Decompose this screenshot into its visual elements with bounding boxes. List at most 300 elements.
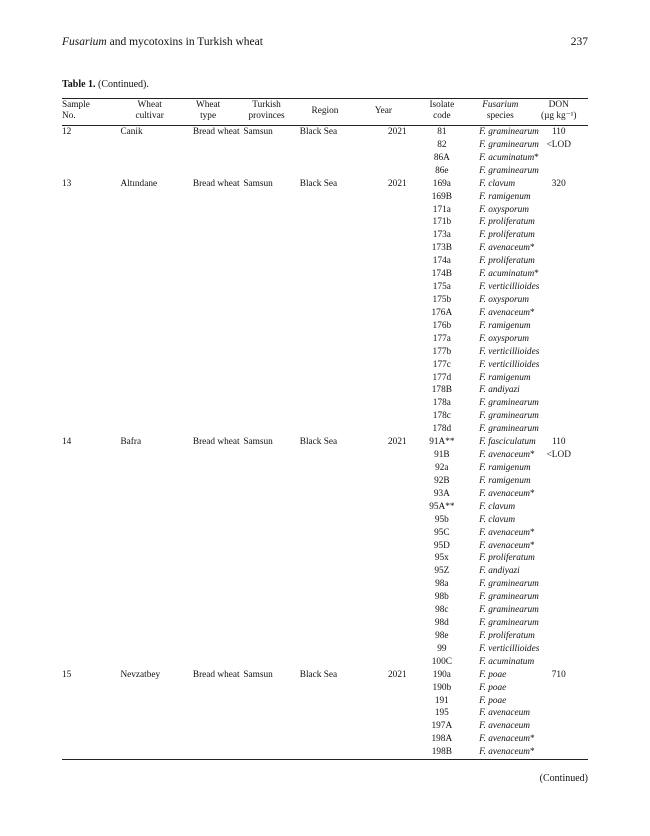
cell-isolate-code: 178B: [431, 385, 452, 396]
cell-isolate-code: 99: [437, 643, 447, 654]
species-genus: F.: [479, 243, 486, 254]
cell-region: [296, 746, 354, 759]
cell-region: Black Sea: [299, 127, 338, 137]
cell-wheat-type: [179, 397, 237, 410]
header-turkish-provinces: Turkish provinces: [237, 99, 295, 126]
species-epithet: proliferatum: [488, 217, 535, 228]
cell-province: [237, 733, 295, 746]
cell-isolate-code: 198B: [413, 746, 471, 759]
species-genus: F.: [479, 359, 486, 370]
cell-wheat-cultivar: [120, 359, 178, 372]
cell-wheat-cultivar: [120, 204, 178, 217]
cell-province: [237, 746, 295, 759]
cell-wheat-cultivar: [120, 514, 178, 527]
cell-wheat-cultivar: [120, 746, 178, 759]
cell-fusarium-species: [471, 436, 536, 449]
cell-wheat-cultivar: [120, 229, 178, 242]
header-isolate-code: Isolate code: [413, 99, 471, 126]
cell-province: Samsun: [243, 669, 273, 680]
table-row: [62, 475, 588, 488]
cell-wheat-cultivar: [120, 695, 178, 708]
species-epithet: graminearum: [488, 411, 539, 422]
table-row: [62, 242, 588, 255]
cell-wheat-type: [179, 501, 237, 514]
cell-province: Samsun: [243, 127, 273, 137]
cell-isolate-code: 171b: [432, 217, 452, 228]
running-title-genus: Fusarium: [62, 36, 107, 48]
cell-don: [530, 242, 589, 255]
table-row: [62, 410, 588, 423]
cell-wheat-type: [179, 540, 237, 553]
table-row: [62, 527, 588, 540]
cell-region: [296, 591, 354, 604]
cell-province: [237, 216, 295, 229]
cell-fusarium-species: [471, 204, 529, 217]
cell-region: [296, 423, 354, 436]
species-genus: F.: [479, 333, 486, 344]
cell-province: [237, 281, 295, 294]
table-caption: [62, 79, 149, 90]
cell-province: [237, 333, 295, 346]
species-epithet: avenaceum: [488, 540, 531, 551]
cell-sample-no: [62, 462, 120, 475]
cell-fusarium-species: [471, 139, 539, 152]
cell-sample-no: [62, 294, 120, 307]
cell-isolate-code: 81: [437, 127, 447, 137]
table-row: [62, 372, 588, 385]
cell-province: [237, 152, 295, 165]
species-epithet: graminearum: [488, 605, 539, 616]
cell-don: [530, 475, 589, 488]
species-genus: F.: [479, 320, 486, 331]
cell-sample-no: [62, 552, 120, 565]
cell-year: [354, 552, 412, 565]
table-row: [62, 255, 588, 268]
cell-year: [354, 746, 412, 759]
cell-province: [237, 139, 295, 152]
cell-fusarium-species: [471, 682, 529, 695]
cell-wheat-type: [179, 733, 237, 746]
cell-sample-no: [62, 630, 120, 643]
species-genus: F.: [479, 682, 486, 693]
species-epithet: proliferatum: [488, 256, 535, 267]
cell-wheat-cultivar: [120, 656, 178, 669]
cell-isolate-code: 190b: [432, 682, 452, 693]
table-row: [62, 359, 588, 372]
species-epithet: oxysporum: [488, 333, 529, 344]
cell-region: [296, 139, 354, 152]
table-row: [62, 139, 588, 152]
cell-wheat-type: [179, 229, 237, 242]
cell-year: [354, 565, 412, 578]
cell-province: [237, 656, 295, 669]
cell-region: [296, 384, 354, 397]
table-row: [62, 540, 588, 553]
species-epithet: poae: [488, 669, 507, 680]
cell-don: 710: [551, 669, 566, 680]
cell-region: [296, 604, 354, 617]
cell-wheat-type: [179, 320, 237, 333]
cell-province: [237, 165, 295, 178]
species-genus: F.: [479, 385, 486, 396]
cell-wheat-type: [179, 423, 237, 436]
cell-isolate-code: 86A: [433, 152, 450, 163]
species-epithet: oxysporum: [488, 204, 529, 215]
species-genus: F.: [479, 294, 486, 305]
cell-year: [354, 152, 412, 165]
cell-region: [296, 255, 354, 268]
species-epithet: clavum: [488, 501, 516, 512]
cell-wheat-type: [179, 682, 237, 695]
cell-region: [296, 501, 354, 514]
table-row: [62, 294, 588, 307]
cell-year: [354, 165, 412, 178]
cell-year: [354, 294, 412, 307]
cell-region: [296, 333, 354, 346]
cell-don: [530, 746, 589, 759]
cell-fusarium-species: [471, 733, 535, 746]
cell-fusarium-species: [471, 165, 539, 178]
species-mark: *: [530, 527, 535, 538]
cell-isolate-code: 174a: [432, 256, 451, 267]
table-row: [62, 436, 588, 449]
cell-province: [237, 397, 295, 410]
cell-region: [296, 281, 354, 294]
cell-region: Black Sea: [299, 669, 338, 680]
cell-wheat-type: [179, 359, 237, 372]
cell-wheat-type: [179, 165, 237, 178]
cell-wheat-cultivar: [120, 591, 178, 604]
cell-region: [296, 578, 354, 591]
species-genus: F.: [479, 217, 486, 228]
cell-isolate-code: 95Z: [434, 566, 450, 577]
table-row: [62, 604, 588, 617]
cell-sample-no: [62, 410, 120, 423]
cell-province: [237, 294, 295, 307]
cell-sample-no: 12: [62, 127, 72, 137]
cell-fusarium-species: [471, 746, 535, 759]
cell-isolate-code: 177a: [432, 333, 451, 344]
species-genus: F.: [479, 437, 486, 448]
cell-sample-no: [62, 397, 120, 410]
cell-wheat-type: [179, 372, 237, 385]
cell-wheat-cultivar: [120, 320, 178, 333]
cell-wheat-type: [179, 255, 237, 268]
cell-year: [354, 720, 412, 733]
cell-isolate-code: 190a: [432, 669, 451, 680]
table-row: [62, 643, 588, 656]
cell-province: [237, 630, 295, 643]
cell-isolate-code: 86e: [435, 165, 449, 176]
species-genus: F.: [479, 488, 486, 499]
species-genus: F.: [479, 411, 486, 422]
cell-sample-no: [62, 501, 120, 514]
cell-province: [237, 320, 295, 333]
species-epithet: avenaceum: [488, 307, 531, 318]
species-epithet: ramigenum: [488, 191, 531, 202]
species-genus: F.: [479, 282, 486, 293]
cell-sample-no: [62, 204, 120, 217]
cell-wheat-cultivar: [120, 384, 178, 397]
cell-isolate-code: 98c: [435, 605, 449, 616]
cell-year: [354, 617, 412, 630]
cell-fusarium-species: [471, 527, 535, 540]
cell-region: [296, 320, 354, 333]
cell-wheat-type: [179, 216, 237, 229]
cell-wheat-cultivar: [120, 152, 178, 165]
cell-province: [237, 423, 295, 436]
species-epithet: poae: [488, 682, 507, 693]
cell-don: [530, 552, 589, 565]
cell-wheat-cultivar: [120, 423, 178, 436]
cell-region: [296, 449, 354, 462]
cell-sample-no: [62, 449, 120, 462]
cell-fusarium-species: [471, 359, 540, 372]
cell-year: [354, 462, 412, 475]
cell-year: [354, 449, 412, 462]
cell-year: [354, 695, 412, 708]
cell-wheat-cultivar: [120, 604, 178, 617]
species-epithet: verticillioides: [488, 359, 540, 370]
cell-don: [530, 682, 589, 695]
species-epithet: graminearum: [488, 127, 539, 137]
cell-sample-no: [62, 268, 120, 281]
cell-wheat-cultivar: [120, 501, 178, 514]
cell-wheat-type: [179, 410, 237, 423]
cell-don: [530, 229, 589, 242]
cell-sample-no: [62, 656, 120, 669]
cell-province: [237, 307, 295, 320]
cell-fusarium-species: [471, 242, 535, 255]
species-epithet: fasciculatum: [488, 437, 536, 448]
cell-fusarium-species: [471, 540, 535, 553]
table-row: [62, 462, 588, 475]
cell-year: [354, 475, 412, 488]
cell-fusarium-species: [471, 643, 540, 656]
cell-isolate-code: 95D: [433, 540, 450, 551]
cell-don: 110: [551, 127, 566, 137]
table-row: [62, 384, 588, 397]
cell-year: [354, 229, 412, 242]
cell-wheat-type: Bread wheat: [192, 127, 240, 137]
cell-sample-no: [62, 359, 120, 372]
cell-region: [296, 165, 354, 178]
table-row: [62, 565, 588, 578]
cell-region: [296, 216, 354, 229]
cell-don: [530, 488, 589, 501]
species-genus: F.: [479, 346, 486, 357]
cell-province: [237, 514, 295, 527]
cell-fusarium-species: [471, 191, 529, 204]
cell-wheat-cultivar: [120, 552, 178, 565]
species-mark: *: [530, 488, 535, 499]
cell-don: <LOD: [546, 139, 571, 150]
header-year: Year: [354, 99, 412, 126]
cell-fusarium-species: [471, 669, 529, 682]
cell-sample-no: [62, 488, 120, 501]
cell-province: [237, 191, 295, 204]
page-number: 237: [570, 36, 588, 48]
cell-fusarium-species: [471, 268, 539, 281]
cell-wheat-type: Bread wheat: [192, 178, 240, 189]
cell-fusarium-species: [471, 604, 539, 617]
cell-wheat-cultivar: [120, 372, 178, 385]
cell-wheat-cultivar: [120, 307, 178, 320]
cell-wheat-type: [179, 449, 237, 462]
cell-don: [530, 216, 589, 229]
cell-fusarium-species: [471, 333, 529, 346]
species-epithet: ramigenum: [488, 320, 531, 331]
cell-isolate-code: 178a: [432, 398, 451, 409]
species-epithet: avenaceum: [488, 243, 531, 254]
cell-don: [530, 204, 589, 217]
species-genus: F.: [479, 230, 486, 241]
cell-year: 2021: [388, 669, 407, 680]
cell-year: [354, 733, 412, 746]
cell-isolate-code: 98b: [434, 592, 449, 603]
cell-wheat-cultivar: [120, 617, 178, 630]
table-row: [62, 488, 588, 501]
header-wheat-cultivar: Wheat cultivar: [120, 99, 178, 126]
cell-wheat-type: [179, 604, 237, 617]
cell-isolate-code: 92B: [434, 475, 450, 486]
cell-fusarium-species: [471, 695, 529, 708]
cell-year: [354, 578, 412, 591]
cell-province: [237, 501, 295, 514]
cell-wheat-type: [179, 746, 237, 759]
species-genus: F.: [479, 204, 486, 215]
species-genus: F.: [479, 178, 486, 189]
cell-region: [296, 410, 354, 423]
cell-year: [354, 204, 412, 217]
cell-fusarium-species: [471, 501, 529, 514]
species-genus: F.: [479, 643, 486, 654]
cell-wheat-type: [179, 346, 237, 359]
cell-wheat-type: [179, 204, 237, 217]
cell-fusarium-species: [471, 307, 535, 320]
species-mark: *: [534, 152, 539, 163]
cell-fusarium-species: [471, 384, 529, 397]
species-epithet: clavum: [488, 514, 516, 525]
table-row: [62, 320, 588, 333]
cell-don: [530, 191, 589, 204]
table-row: [62, 707, 588, 720]
species-mark: *: [530, 734, 535, 745]
cell-region: [296, 617, 354, 630]
species-epithet: acuminatum: [488, 269, 535, 280]
cell-year: [354, 216, 412, 229]
species-genus: F.: [479, 579, 486, 590]
cell-wheat-cultivar: [120, 139, 178, 152]
cell-wheat-cultivar: [120, 191, 178, 204]
species-genus: F.: [479, 256, 486, 267]
cell-isolate-code: 197A: [431, 721, 453, 732]
cell-wheat-type: [179, 462, 237, 475]
cell-wheat-type: [179, 475, 237, 488]
species-mark: *: [530, 540, 535, 551]
species-genus: F.: [479, 462, 486, 473]
species-genus: F.: [479, 127, 486, 137]
cell-sample-no: [62, 216, 120, 229]
cell-sample-no: [62, 514, 120, 527]
cell-wheat-cultivar: [120, 281, 178, 294]
species-epithet: verticillioides: [488, 282, 540, 293]
cell-isolate-code: 191: [434, 695, 449, 706]
header-fusarium-species: Fusarium species: [471, 99, 529, 126]
cell-isolate-code: 98d: [434, 618, 449, 629]
cell-wheat-type: [179, 384, 237, 397]
table-body: [62, 126, 588, 760]
cell-wheat-cultivar: Canik: [120, 127, 143, 137]
cell-isolate-code: 174B: [431, 269, 452, 280]
species-epithet: proliferatum: [488, 553, 535, 564]
table-row: [62, 178, 588, 191]
cell-wheat-type: [179, 617, 237, 630]
cell-region: [296, 488, 354, 501]
cell-province: Samsun: [243, 178, 273, 189]
cell-don: [530, 630, 589, 643]
species-epithet: andiyazi: [488, 566, 520, 577]
cell-wheat-cultivar: [120, 346, 178, 359]
cell-year: [354, 268, 412, 281]
cell-year: [354, 643, 412, 656]
cell-fusarium-species: [471, 216, 535, 229]
cell-year: 2021: [388, 127, 407, 137]
species-genus: F.: [479, 527, 486, 538]
cell-year: [354, 604, 412, 617]
cell-sample-no: [62, 320, 120, 333]
species-genus: F.: [479, 191, 486, 202]
cell-year: [354, 540, 412, 553]
species-epithet: avenaceum: [488, 747, 531, 758]
cell-sample-no: [62, 255, 120, 268]
cell-year: [354, 410, 412, 423]
species-epithet: acuminatum: [488, 656, 535, 667]
cell-region: [296, 229, 354, 242]
cell-wheat-cultivar: [120, 449, 178, 462]
species-genus: F.: [479, 708, 486, 719]
cell-isolate-code: 177d: [432, 372, 452, 383]
cell-fusarium-species: [471, 178, 529, 191]
species-genus: F.: [479, 656, 486, 667]
cell-region: [296, 294, 354, 307]
cell-fusarium-species: [471, 410, 539, 423]
cell-don: [530, 372, 589, 385]
species-epithet: verticillioides: [488, 643, 540, 654]
cell-province: [237, 707, 295, 720]
table-header: [62, 99, 588, 126]
cell-wheat-type: [179, 307, 237, 320]
cell-sample-no: [62, 746, 120, 759]
cell-wheat-type: [179, 720, 237, 733]
cell-isolate-code: 176b: [432, 320, 452, 331]
species-genus: F.: [479, 269, 486, 280]
cell-sample-no: [62, 307, 120, 320]
species-epithet: proliferatum: [488, 230, 535, 241]
cell-province: [237, 242, 295, 255]
cell-don: [530, 320, 589, 333]
table-caption-label: Table 1.: [62, 79, 96, 90]
cell-region: [296, 372, 354, 385]
table-row: [62, 229, 588, 242]
cell-don: [530, 656, 589, 669]
cell-region: [296, 346, 354, 359]
cell-wheat-type: [179, 268, 237, 281]
table-caption-text: (Continued).: [95, 79, 149, 90]
species-genus: F.: [479, 424, 486, 435]
cell-sample-no: [62, 733, 120, 746]
cell-sample-no: [62, 229, 120, 242]
